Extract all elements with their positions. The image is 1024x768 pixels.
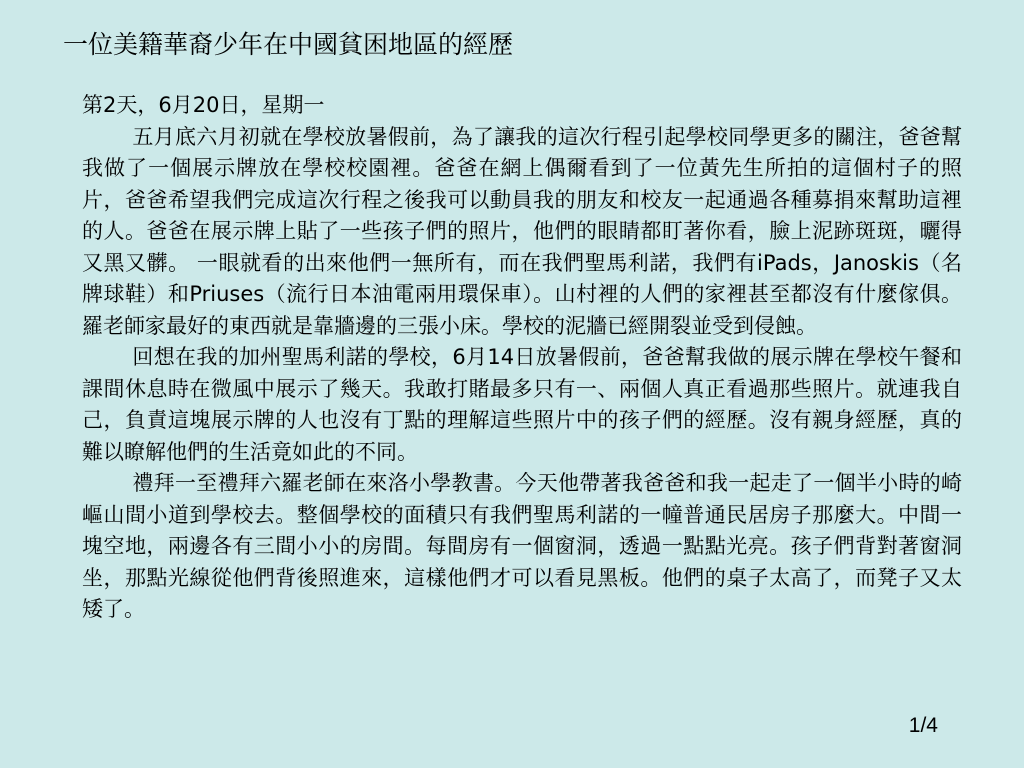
paragraph-3: 禮拜一至禮拜六羅老師在來洛小學教書。今天他帶著我爸爸和我一起走了一個半小時的崎嶇山間小道到學校去。整個學校的面積只有我們聖馬利諾的一幢普通民居房子那麼大。中間一塊空地，兩邊各有三間小小的房間。每間房有一個窗洞，透過一點點光亮。孩子們背對著窗洞坐，那點光線從他們背後照進來，這樣他們才可以看見黑板。他們的桌子太高了，而凳子又太矮了。: [82, 471, 962, 621]
paragraph-2: 回想在我的加州聖馬利諾的學校，6月14日放暑假前，爸爸幫我做的展示牌在學校午餐和課間休息時在微風中展示了幾天。我敢打賭最多只有一、兩個人真正看過那些照片。就連我自己，負責這塊展示牌的人也沒有丁點的理解這些照片中的孩子們的經歷。沒有親身經歷，真的難以瞭解他們的生活竟如此的不同。: [82, 345, 962, 464]
page-number: 1/4: [908, 714, 938, 737]
body-text: [82, 90, 962, 626]
date-heading: 第2天，6月20日，星期一: [82, 93, 325, 117]
paragraph-1: 五月底六月初就在學校放暑假前，為了讓我的這次行程引起學校同學更多的關注，爸爸幫我做了一個展示牌放在學校校園裡。爸爸在網上偶爾看到了一位黃先生所拍的這個村子的照片，爸爸希望我們完成這次行程之後我可以動員我的朋友和校友一起通過各種募捐來幫助這裡的人。爸爸在展示牌上貼了一些孩子們的照片，他們的眼睛都盯著你看，臉上泥跡斑斑，曬得又黑又髒。 一眼就看的出來他們一無所有，而在我們聖馬利諾，我們有iPads，Janoskis（名牌球鞋）和Priuses（流行日本油電兩用環保車）。山村裡的人們的家裡甚至都沒有什麼傢俱。羅老師家最好的東西就是靠牆邊的三張小床。學校的泥牆已經開裂並受到侵蝕。: [82, 124, 962, 338]
slide-title: 一位美籍華裔少年在中國貧困地區的經歷: [63, 30, 514, 59]
